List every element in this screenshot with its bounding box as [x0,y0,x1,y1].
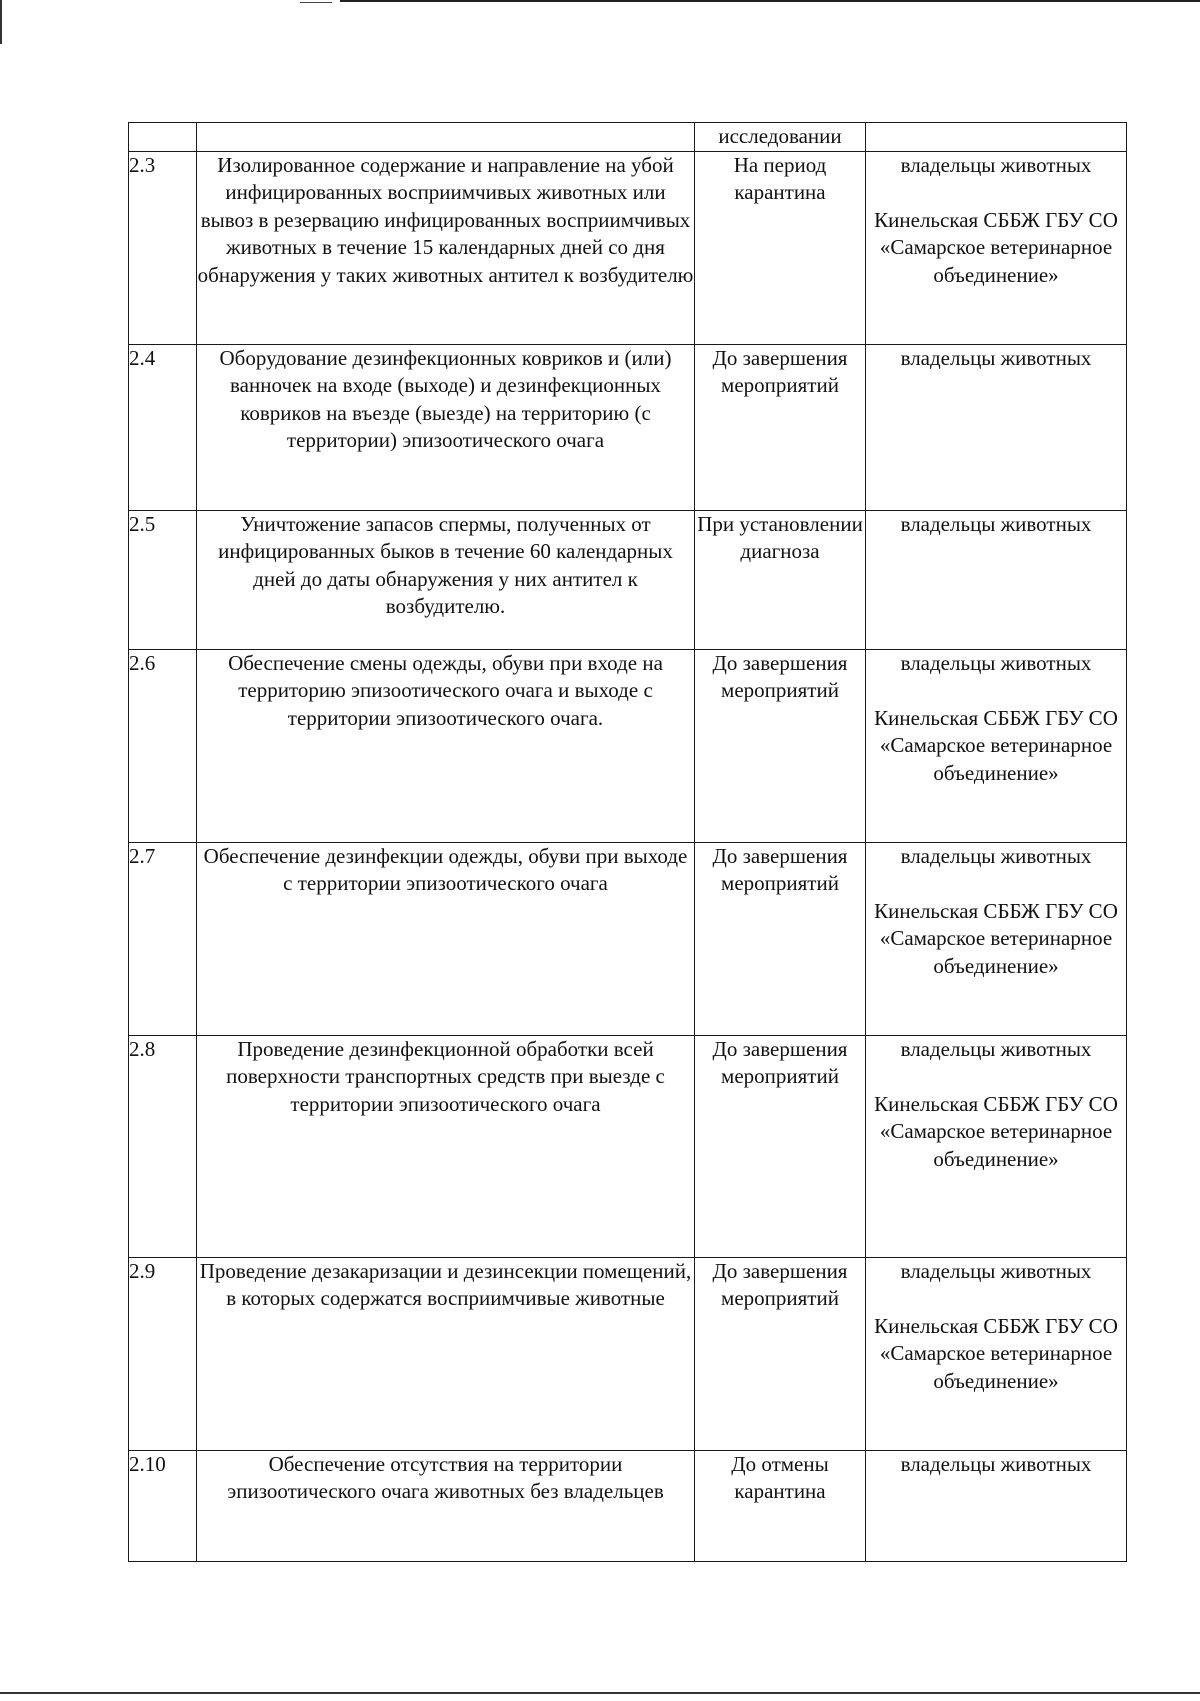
scan-line-bottom [0,1692,1200,1694]
scan-dash-top [300,2,332,3]
cell-term: На период карантина [695,151,866,344]
cell-num: 2.4 [129,344,197,510]
table-row [129,151,1127,344]
cell-action: Обеспечение смены одежды, обуви при входе на территорию эпизоотического очага и выходе с территории эпизоотического очага. [197,649,695,842]
cell-num: 2.9 [129,1257,197,1450]
cell-action: Оборудование дезинфекционных ковриков и (или) ванночек на входе (выходе) и дезинфекционных ковриков на въезде (выезде) на территорию (с территории) эпизоотического очага [197,344,695,510]
cell-responsible [866,510,1127,649]
cell-term: До завершения мероприятий [695,649,866,842]
table-row [129,1450,1127,1561]
cell-term: До завершения мероприятий [695,842,866,1035]
cell-term: До завершения мероприятий [695,1035,866,1257]
cell-term: До завершения мероприятий [695,344,866,510]
responsible-owner: владельцы животных [900,345,1092,370]
responsible-owner: владельцы животных [900,1258,1092,1283]
cell-action [197,123,695,152]
cell-num [129,123,197,152]
cell-num: 2.3 [129,151,197,344]
table-row-header [129,123,1127,152]
cell-responsible [866,1450,1127,1561]
responsible-org: Кинельская СББЖ ГБУ СО «Самарское ветеринарное объединение» [874,1313,1118,1393]
cell-responsible [866,842,1127,1035]
responsible-owner: владельцы животных [900,843,1092,868]
cell-responsible [866,1257,1127,1450]
cell-term: До завершения мероприятий [695,1257,866,1450]
cell-num: 2.8 [129,1035,197,1257]
responsible-owner: владельцы животных [900,1036,1092,1061]
cell-action: Обеспечение дезинфекции одежды, обуви при выходе с территории эпизоотического очага [197,842,695,1035]
responsible-org: Кинельская СББЖ ГБУ СО «Самарское ветеринарное объединение» [874,898,1118,978]
cell-responsible [866,123,1127,152]
cell-action: Изолированное содержание и направление на убой инфицированных восприимчивых животных или вывоз в резервацию инфицированных восприимчивых животных в течение 15 календарных дней со дня обнаружения у таких животных антител к возбудителю [197,151,695,344]
table-row [129,1035,1127,1257]
cell-num: 2.10 [129,1450,197,1561]
cell-term: исследовании [695,123,866,152]
cell-num: 2.6 [129,649,197,842]
cell-action: Проведение дезакаризации и дезинсекции помещений, в которых содержатся восприимчивые животные [197,1257,695,1450]
cell-responsible [866,151,1127,344]
responsible-org: Кинельская СББЖ ГБУ СО «Самарское ветеринарное объединение» [874,207,1118,287]
cell-term: При установлении диагноза [695,510,866,649]
responsible-org: Кинельская СББЖ ГБУ СО «Самарское ветеринарное объединение» [874,1091,1118,1171]
responsible-owner: владельцы животных [900,152,1092,177]
cell-responsible [866,344,1127,510]
cell-num: 2.5 [129,510,197,649]
table-row [129,842,1127,1035]
responsible-owner: владельцы животных [900,1451,1092,1476]
measures-table [128,122,1127,1562]
cell-action: Обеспечение отсутствия на территории эпизоотического очага животных без владельцев [197,1450,695,1561]
cell-term: До отмены карантина [695,1450,866,1561]
table-row [129,344,1127,510]
cell-action: Уничтожение запасов спермы, полученных от инфицированных быков в течение 60 календарных дней до даты обнаружения у них антител к возбудителю. [197,510,695,649]
scan-line-top [340,0,1200,2]
cell-action: Проведение дезинфекционной обработки всей поверхности транспортных средств при выезде с территории эпизоотического очага [197,1035,695,1257]
responsible-org: Кинельская СББЖ ГБУ СО «Самарское ветеринарное объединение» [874,705,1118,785]
responsible-owner: владельцы животных [900,650,1092,675]
cell-responsible [866,649,1127,842]
table-row [129,1257,1127,1450]
responsible-owner: владельцы животных [900,511,1092,536]
table-row [129,510,1127,649]
scan-edge-left [0,0,2,44]
cell-num: 2.7 [129,842,197,1035]
table-row [129,649,1127,842]
cell-responsible [866,1035,1127,1257]
